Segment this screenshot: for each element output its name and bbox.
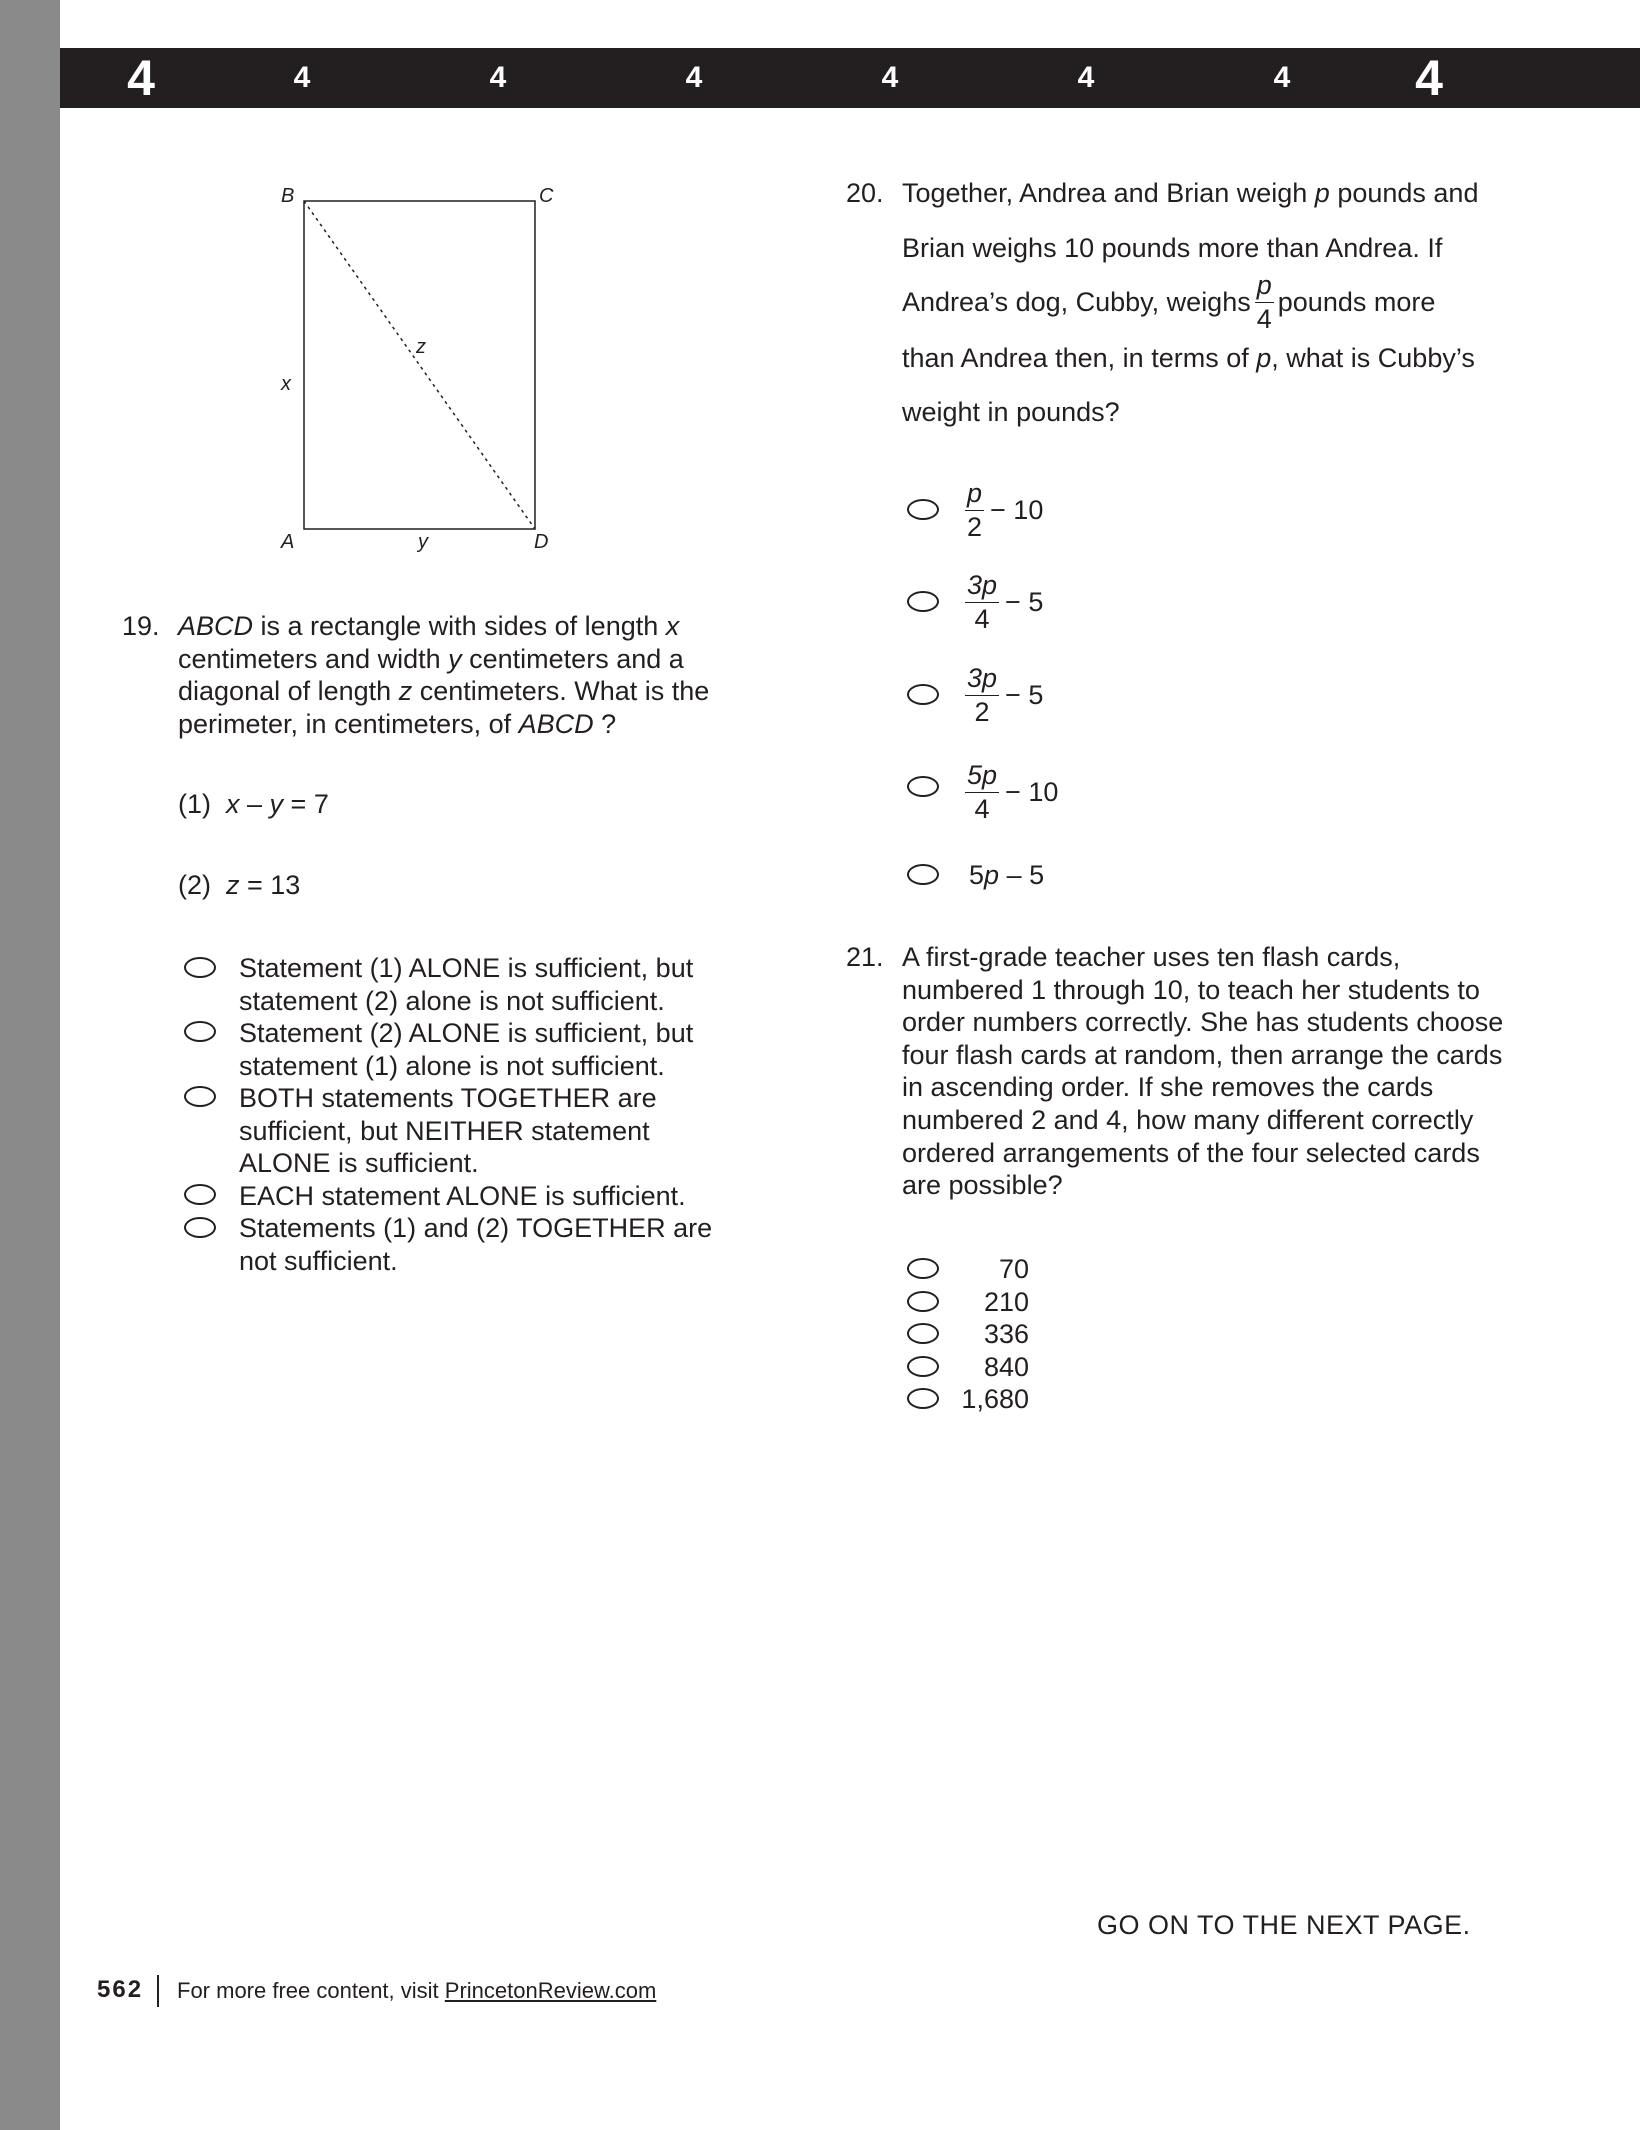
stem-line: ordered arrangements of the four selected cards [902,1137,1480,1168]
stem-line: A first-grade teacher uses ten flash cards, [902,942,1401,972]
statement-1: (1) x – y = 7 [178,789,329,819]
answer-bubble[interactable] [184,1021,216,1042]
page-number: 562 [97,1976,144,2003]
question-number: 21. [846,942,884,972]
stem-line: numbered 1 through 10, to teach her students to [902,974,1480,1005]
answer-choice-text: Statement (2) ALONE is sufficient, but statement (1) alone is not sufficient. [239,1018,694,1081]
stem-line: perimeter, in centimeters, of ABCD ? [178,708,617,739]
section-header-band [60,48,1640,108]
answer-choice-text: 70 [998,1254,1029,1284]
answer-bubble[interactable] [907,1323,939,1344]
stem-line: numbered 2 and 4, how many different correctly [902,1104,1474,1135]
rectangle-diagram [260,170,590,560]
answer-choice-text: Statements (1) and (2) TOGETHER are not sufficient. [239,1213,713,1276]
stem-line: are possible? [902,1170,1063,1201]
stem-line: in ascending order. If she removes the cards [902,1072,1434,1103]
answer-choice-text: Statement (1) ALONE is sufficient, but statement (2) alone is not sufficient. [239,953,694,1016]
answer-bubble[interactable] [907,776,939,797]
stem-line: Together, Andrea and Brian weigh p pounds and [902,178,1479,208]
section-number: 4 [881,61,899,94]
answer-choice-text: BOTH statements TOGETHER are sufficient, but NEITHER statement ALONE is sufficient. [239,1083,657,1179]
answer-choice-text: EACH statement ALONE is sufficient. [239,1181,686,1211]
answer-bubble[interactable] [184,1184,216,1205]
stem-line: than Andrea then, in terms of p, what is Cubby’s [902,343,1475,373]
stem-line: centimeters and width y centimeters and a [178,643,684,674]
vertex-label-d: D [534,531,549,553]
answer-choice-text: $\frac{p}{2}$ − 10 [967,477,1044,542]
answer-bubble[interactable] [907,684,939,705]
question-number: 19. [122,611,160,641]
section-number: 4 [489,61,507,94]
question-number: 20. [846,178,884,208]
stem-line: weight in pounds? [902,397,1120,427]
vertex-label-c: C [539,185,554,207]
section-number: 4 [127,50,155,106]
answer-bubble[interactable] [184,1217,216,1238]
section-number: 4 [293,61,311,94]
stem-line: order numbers correctly. She has students choose [902,1007,1504,1038]
answer-bubble[interactable] [907,591,939,612]
side-bar [0,0,60,2130]
answer-choice-text: $\frac{5p}{4}$ − 10 [967,759,1059,824]
answer-bubble[interactable] [907,1258,939,1279]
statement-2: (2) z = 13 [178,870,301,900]
question-21-stem [902,941,1562,1202]
question-19-stem [178,610,738,740]
stem-line: Andrea’s dog, Cubby, weighs $\frac{p}{4}$ pounds more [902,269,1436,334]
section-number: 4 [685,61,703,94]
section-number: 4 [1415,50,1443,106]
princeton-review-link[interactable]: PrincetonReview.com [444,1978,657,2003]
fraction: $\frac{p}{4}$ [1256,269,1272,334]
answer-bubble[interactable] [907,1356,939,1377]
diagonal-bd [304,201,535,529]
footer-visit-text: For more free content, visit PrincetonReview.com [177,1978,657,2003]
stem-line: ABCD is a rectangle with sides of length x [178,611,680,641]
answer-bubble[interactable] [907,1388,939,1409]
section-number: 4 [1077,61,1095,94]
answer-choice-text: $\frac{3p}{4}$ − 5 [967,569,1044,634]
answer-choice-text: 210 [983,1287,1029,1317]
answer-bubble[interactable] [907,499,939,520]
answer-choice-text: 1,680 [961,1384,1029,1414]
answer-choice-text: 336 [983,1319,1029,1349]
stem-line: four flash cards at random, then arrange the cards [902,1039,1503,1070]
next-page-notice: GO ON TO THE NEXT PAGE. [1097,1910,1471,1940]
answer-bubble[interactable] [907,864,939,885]
footer-divider [157,1975,159,2007]
answer-bubble[interactable] [184,957,216,978]
answer-choice-text: $\frac{3p}{2}$ − 5 [967,662,1044,727]
answer-bubble[interactable] [184,1086,216,1107]
answer-choice-text: 840 [983,1352,1029,1382]
rectangle-abcd [304,201,535,529]
side-label-x: x [281,373,291,395]
stem-line: Brian weighs 10 pounds more than Andrea. If [902,233,1443,263]
stem-line: diagonal of length z centimeters. What is the [178,676,710,707]
vertex-label-a: A [281,531,295,553]
vertex-label-b: B [281,185,295,207]
side-label-y: y [418,531,428,553]
answer-bubble[interactable] [907,1291,939,1312]
diagonal-label-z: z [416,336,426,358]
answer-choice-text: 5p – 5 [969,860,1045,890]
section-number: 4 [1273,61,1291,94]
